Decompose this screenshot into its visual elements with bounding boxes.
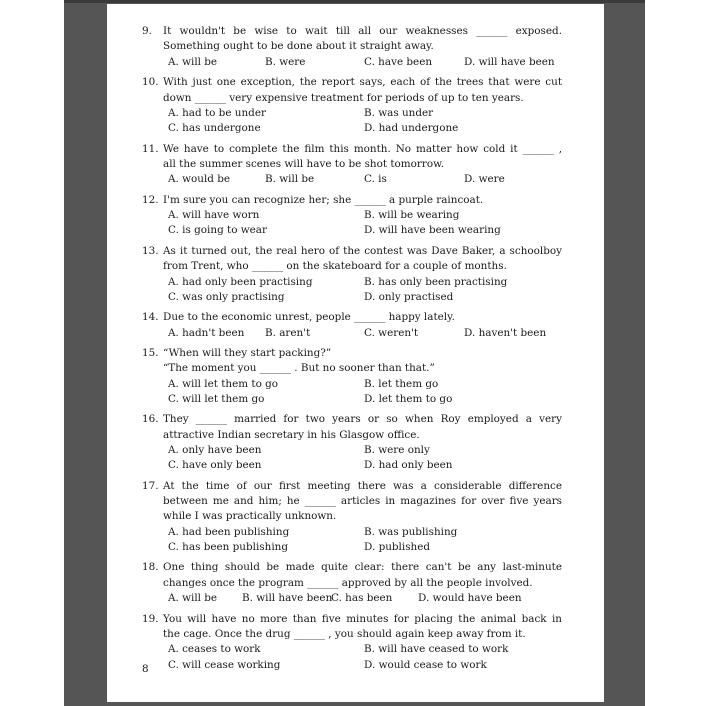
question-number: 19. bbox=[142, 612, 159, 625]
question-text-line: from Trent, who ______ on the skateboard for a couple of months. bbox=[163, 260, 507, 273]
answer-option-d: D. will have been bbox=[464, 55, 555, 68]
question-item bbox=[142, 193, 562, 239]
answer-options-row bbox=[168, 172, 562, 187]
question-number: 18. bbox=[142, 561, 159, 574]
answer-options-row bbox=[168, 275, 562, 290]
answer-option-d: D. will have been wearing bbox=[364, 224, 501, 237]
answer-options-row bbox=[168, 377, 562, 392]
answer-options-row bbox=[168, 106, 562, 121]
question-text-line: They ______ married for two years or so when Roy employed a very bbox=[163, 413, 562, 426]
answer-options-row bbox=[168, 290, 562, 305]
question-number: 15. bbox=[142, 346, 159, 359]
answer-option-d: D. only practised bbox=[364, 290, 454, 303]
answer-option-a: A. had to be under bbox=[168, 107, 266, 119]
answer-option-d: D. haven't been bbox=[464, 326, 547, 339]
answer-option-a: A. ceases to work bbox=[168, 643, 261, 656]
question-text-line: One thing should be made quite clear: there can't be any last-minute bbox=[163, 561, 562, 574]
question-text-line: It wouldn't be wise to wait till all our weaknesses ______ exposed. bbox=[163, 25, 562, 37]
question-text-line: You will have no more than five minutes for placing the animal back in bbox=[163, 612, 562, 625]
page-number: 8 bbox=[142, 663, 149, 675]
question-text-line: down ______ very expensive treatment for periods of up to ten years. bbox=[163, 91, 524, 104]
question-text-line: As it turned out, the real hero of the contest was Dave Baker, a schoolboy bbox=[163, 244, 562, 257]
answer-option-b: B. will have ceased to work bbox=[364, 643, 509, 656]
question-item bbox=[142, 479, 562, 556]
question-number: 11. bbox=[142, 142, 159, 155]
answer-option-d: D. would have been bbox=[418, 592, 522, 605]
answer-option-c: C. has been publishing bbox=[168, 541, 288, 554]
question-text-line: With just one exception, the report says, each of the trees that were cut bbox=[163, 76, 562, 89]
answer-option-c: C. will let them go bbox=[168, 392, 265, 405]
question-number: 10. bbox=[142, 76, 159, 89]
question-item bbox=[142, 310, 562, 341]
answer-options-row bbox=[168, 525, 562, 540]
question-item bbox=[142, 612, 562, 673]
question-text-line: Something ought to be done about it straight away. bbox=[163, 40, 434, 53]
answer-option-c: C. have only been bbox=[168, 459, 262, 472]
question-item bbox=[142, 560, 562, 606]
answer-option-a: A. had been publishing bbox=[168, 525, 290, 538]
question-text-line: the cage. Once the drug ______ , you should again keep away from it. bbox=[163, 628, 526, 640]
question-text-line: We have to complete the film this month. No matter how cold it ______ , bbox=[163, 142, 562, 155]
question-number: 9. bbox=[142, 25, 152, 37]
answer-option-b: B. has only been practising bbox=[364, 275, 508, 288]
answer-option-a: A. only have been bbox=[168, 444, 262, 457]
question-number: 17. bbox=[142, 479, 159, 492]
answer-option-d: D. let them to go bbox=[364, 392, 453, 405]
answer-options-row bbox=[168, 121, 562, 136]
answer-options-row bbox=[168, 392, 562, 407]
question-item bbox=[142, 24, 562, 70]
answer-option-c: C. is bbox=[364, 173, 387, 186]
question-text-line: changes once the program ______ approved by all the people involved. bbox=[163, 576, 533, 589]
question-list bbox=[142, 24, 562, 678]
answer-option-d: D. published bbox=[364, 541, 431, 554]
answer-option-d: D. had undergone bbox=[364, 122, 459, 135]
question-number: 13. bbox=[142, 244, 159, 257]
answer-option-a: A. will be bbox=[168, 55, 218, 68]
answer-option-c: C. is going to wear bbox=[168, 224, 267, 237]
answer-options-row bbox=[168, 326, 562, 341]
answer-option-a: A. will have worn bbox=[168, 209, 260, 222]
answer-option-c: C. will cease working bbox=[168, 658, 281, 671]
answer-options-row bbox=[168, 443, 562, 458]
question-text-line: “The moment you ______ . But no sooner than that.” bbox=[163, 362, 435, 375]
answer-option-b: B. will have been bbox=[242, 592, 333, 605]
question-text-line: while I was practically unknown. bbox=[163, 510, 337, 523]
answer-option-b: B. were bbox=[265, 55, 306, 68]
question-text-line: all the summer scenes will have to be shot tomorrow. bbox=[163, 157, 445, 170]
answer-option-c: C. was only practising bbox=[168, 290, 285, 303]
answer-option-b: B. will be bbox=[265, 173, 315, 186]
question-number: 12. bbox=[142, 193, 159, 206]
document-page bbox=[107, 4, 604, 702]
answer-option-a: A. had only been practising bbox=[168, 275, 313, 288]
answer-option-a: A. will let them to go bbox=[168, 377, 279, 390]
answer-option-d: D. were bbox=[464, 173, 505, 186]
question-item bbox=[142, 75, 562, 136]
question-item bbox=[142, 346, 562, 407]
answer-option-a: A. will be bbox=[168, 592, 218, 605]
question-text-line: attractive Indian secretary in his Glasgow office. bbox=[163, 428, 420, 441]
answer-options-row bbox=[168, 591, 562, 606]
answer-options-row bbox=[168, 658, 562, 673]
answer-option-b: B. aren't bbox=[265, 326, 311, 339]
question-item bbox=[142, 142, 562, 188]
question-text-line: At the time of our first meeting there was a considerable difference bbox=[163, 479, 562, 492]
question-number: 16. bbox=[142, 413, 159, 426]
question-text-line: “When will they start packing?” bbox=[163, 346, 332, 359]
question-text-line: I'm sure you can recognize her; she ______ a purple raincoat. bbox=[163, 193, 484, 206]
answer-options-row bbox=[168, 642, 562, 657]
answer-option-c: C. has undergone bbox=[168, 122, 261, 135]
question-item bbox=[142, 244, 562, 305]
answer-option-b: B. were only bbox=[364, 444, 430, 457]
answer-option-d: D. had only been bbox=[364, 459, 453, 472]
answer-options-row bbox=[168, 223, 562, 238]
answer-option-d: D. would cease to work bbox=[364, 658, 487, 671]
answer-option-b: B. was under bbox=[364, 107, 434, 119]
answer-option-a: A. would be bbox=[168, 173, 231, 186]
question-item bbox=[142, 412, 562, 473]
answer-option-c: C. weren't bbox=[364, 326, 419, 339]
answer-option-b: B. will be wearing bbox=[364, 209, 460, 222]
answer-options-row bbox=[168, 208, 562, 223]
question-text-line: Due to the economic unrest, people ______ happy lately. bbox=[163, 311, 455, 324]
document-viewer[interactable] bbox=[64, 0, 645, 706]
answer-option-b: B. was publishing bbox=[364, 525, 458, 538]
answer-option-a: A. hadn't been bbox=[168, 326, 245, 339]
answer-options-row bbox=[168, 540, 562, 555]
answer-options-row bbox=[168, 458, 562, 473]
answer-option-c: C. has been bbox=[331, 592, 393, 605]
question-text-line: between me and him; he ______ articles in magazines for over five years bbox=[163, 495, 562, 508]
answer-option-b: B. let them go bbox=[364, 377, 439, 390]
answer-option-c: C. have been bbox=[364, 55, 433, 68]
question-number: 14. bbox=[142, 311, 159, 324]
answer-options-row bbox=[168, 55, 562, 70]
viewer-top-bar bbox=[64, 0, 645, 3]
